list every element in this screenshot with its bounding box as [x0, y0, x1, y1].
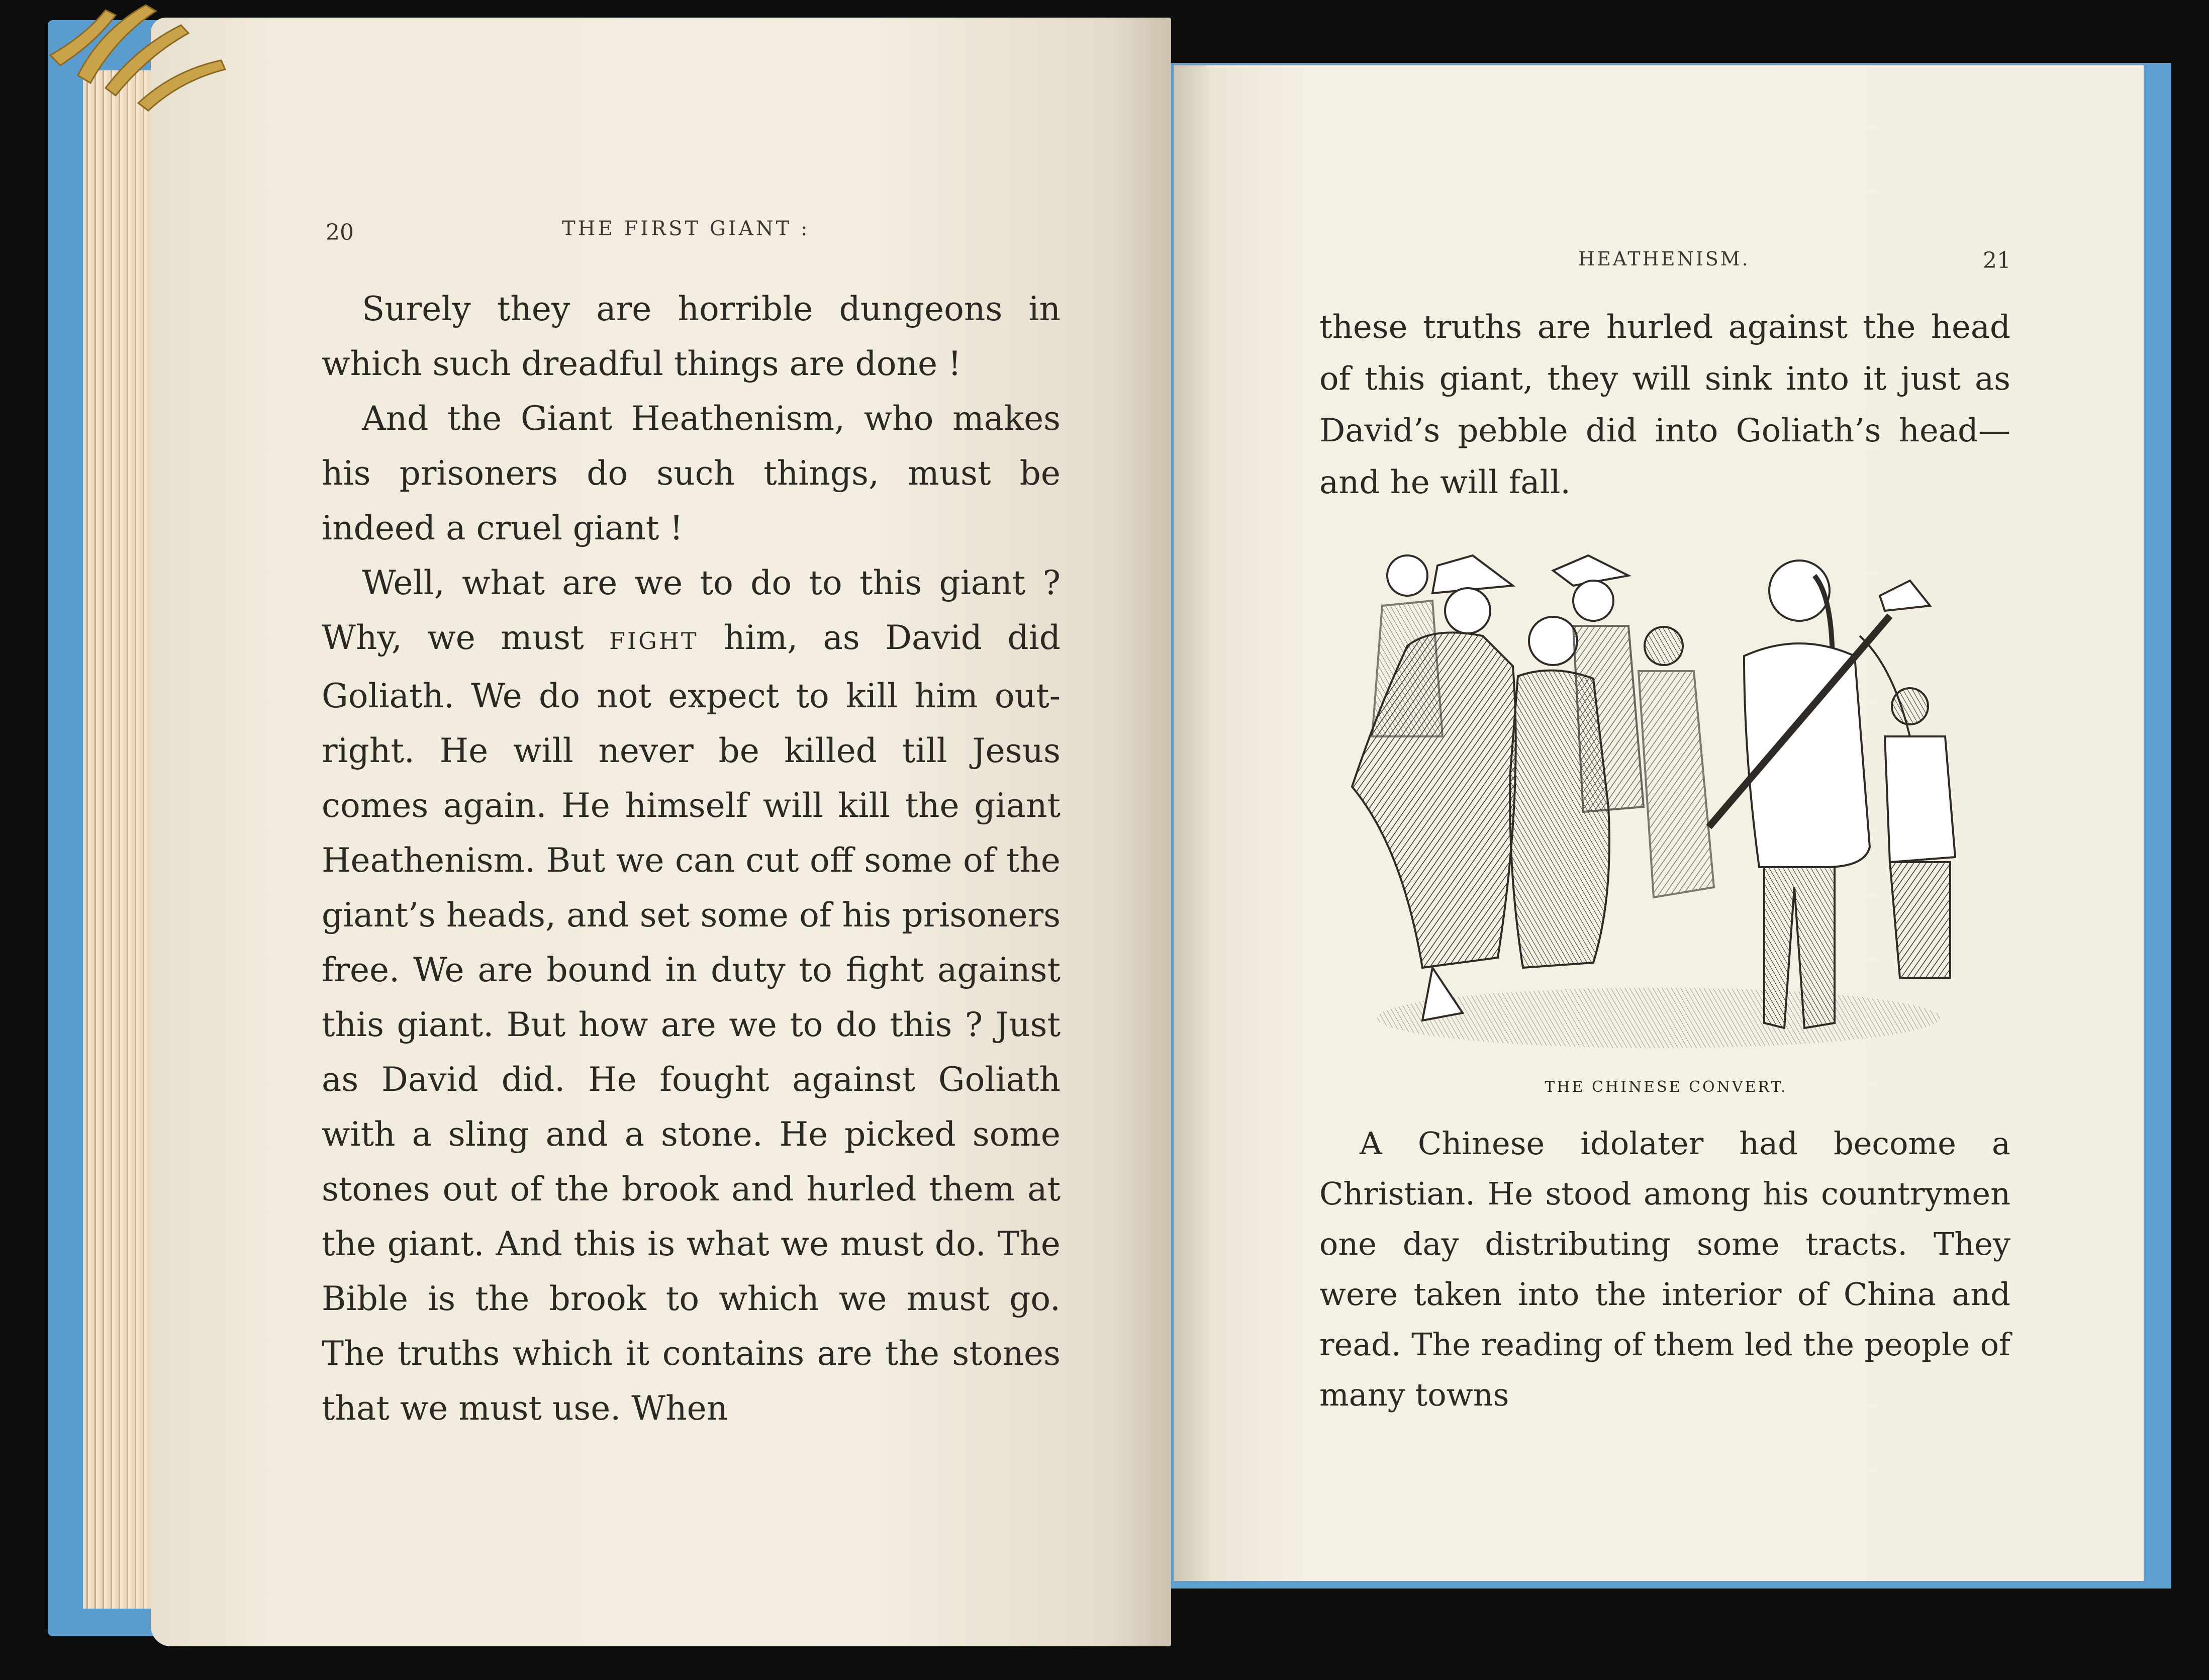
paragraph: Surely they are horrible dungeons in which such dreadful things are done !: [322, 290, 1061, 383]
page-number-right: 21: [1983, 248, 2011, 273]
illustration-engraving: [1332, 545, 2000, 1063]
right-page-bottom-text: [1319, 1118, 2010, 1420]
paragraph: these truths are hurled against the head of this giant, they will sink into it just as David’s pebble did into Goliath’s head—and he will fall.: [1319, 309, 2010, 501]
paragraph: And the Giant Heathenism, who makes his prisoners do such things, must be indeed a cruel giant !: [322, 399, 1061, 547]
fork-icon: [30, 0, 231, 116]
paragraph: Well, what are we to do to this giant ? Why, we must FIGHT him, as David did Goliath. We do not expect to kill him out-right. He will never be killed till Jesus comes again. He himself will kill the giant Heathenism. But we can cut off some of the giant’s heads, and set some of his prisoners free. We are bound in duty to fight against this giant. But how are we to do this ? Just as David did. He fought against Goliath with a sling and a stone. He picked some stones out of the brook and hurled them at the giant. And this is what we must do. The Bible is the brook to which we must go. The truths which it contains are the stones that we must use. When: [322, 564, 1061, 1428]
running-head-left: THE FIRST GIANT :: [562, 217, 810, 240]
right-page-top-text: [1319, 302, 2010, 509]
small-caps-word: FIGHT: [609, 627, 699, 655]
page-number-left: 20: [326, 220, 354, 245]
running-head-right: HEATHENISM.: [1578, 248, 1750, 270]
illustration-caption: THE CHINESE CONVERT.: [1545, 1078, 1788, 1096]
figure-right-child: [1880, 581, 1955, 978]
paragraph: A Chinese idolater had become a Christian. He stood among his countrymen one day distributing some tracts. They were taken into the interior of China and read. The reading of them led the people of many towns: [1319, 1125, 2010, 1413]
left-page-body: [322, 282, 1061, 1436]
